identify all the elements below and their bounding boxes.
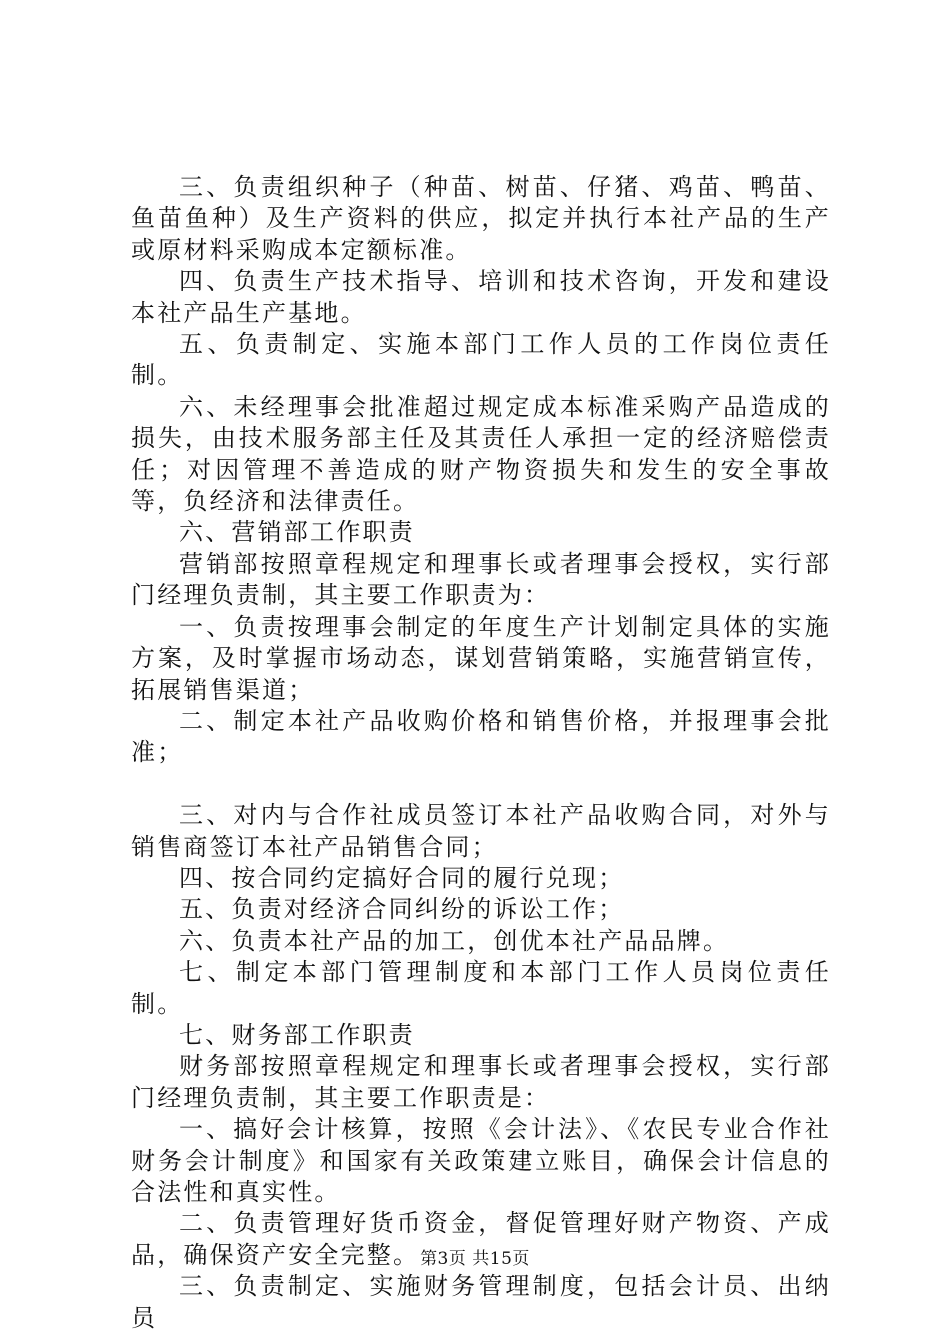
paragraph: 五、负责对经济合同纠纷的诉讼工作； (179, 895, 625, 924)
paragraph: 五、负责制定、实施本部门工作人员的工作岗位责任制。 (131, 330, 831, 390)
paragraph: 七、制定本部门管理制度和本部门工作人员岗位责任制。 (131, 958, 831, 1018)
paragraph: 三、负责组织种子（种苗、树苗、仔猪、鸡苗、鸭苗、鱼苗鱼种）及生产资料的供应，拟定并执行本社产品的生产或原材料采购成本定额标准。 (131, 173, 831, 264)
paragraph: 六、负责本社产品的加工，创优本社产品品牌。 (179, 926, 730, 955)
section-heading: 六、营销部工作职责 (179, 518, 415, 547)
document-body (131, 172, 831, 1334)
section-heading: 七、财务部工作职责 (179, 1020, 415, 1049)
page-number: 第3页 共15页 (420, 1249, 530, 1269)
paragraph: 四、按合同约定搞好合同的履行兑现； (179, 863, 625, 892)
paragraph: 财务部按照章程规定和理事长或者理事会授权，实行部门经理负责制，其主要工作职责是： (131, 1052, 831, 1112)
paragraph: 三、负责制定、实施财务管理制度，包括会计员、出纳员 (131, 1272, 831, 1332)
paragraph: 二、制定本社产品收购价格和销售价格，并报理事会批准； (131, 706, 831, 767)
paragraph: 三、对内与合作社成员签订本社产品收购合同，对外与销售商签订本社产品销售合同； (131, 801, 831, 861)
paragraph: 六、未经理事会批准超过规定成本标准采购产品造成的损失，由技术服务部主任及其责任人承担一定的经济赔偿责任；对因管理不善造成的财产物资损失和发生的安全事故等，负经济和法律责任。 (131, 392, 831, 516)
blank-line (131, 769, 831, 800)
paragraph: 营销部按照章程规定和理事长或者理事会授权，实行部门经理负责制，其主要工作职责为： (131, 549, 831, 610)
paragraph: 四、负责生产技术指导、培训和技术咨询，开发和建设本社产品生产基地。 (131, 267, 831, 327)
paragraph: 二、负责管理好货币资金，督促管理好财产物资、产成品，确保资产安全完整。 (131, 1209, 831, 1269)
paragraph: 一、搞好会计核算，按照《会计法》、《农民专业合作社财务会计制度》和国家有关政策建立账目，确保会计信息的合法性和真实性。 (131, 1115, 831, 1206)
paragraph: 一、负责按理事会制定的年度生产计划制定具体的实施方案，及时掌握市场动态，谋划营销策略，实施营销宣传，拓展销售渠道； (131, 612, 831, 704)
